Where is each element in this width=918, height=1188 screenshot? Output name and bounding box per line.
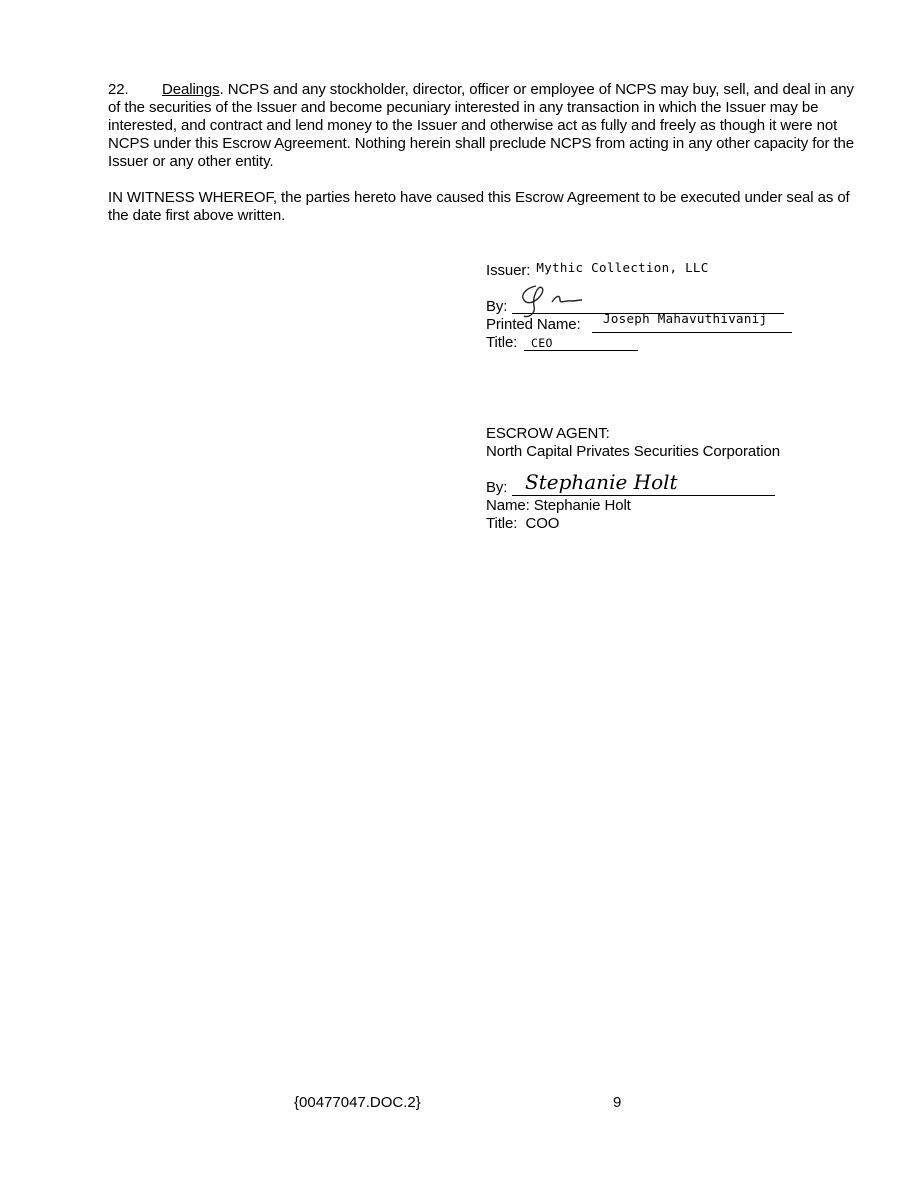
witness-paragraph: IN WITNESS WHEREOF, the parties hereto have caused this Escrow Agreement to be executed under seal as of the date first above written. <box>108 189 850 224</box>
printed-name-label: Printed Name: <box>486 316 581 333</box>
issuer-title-value: CEO <box>531 336 553 350</box>
issuer-label: Issuer: <box>486 262 531 279</box>
issuer-line <box>486 262 709 280</box>
section-number: 22. <box>108 81 129 98</box>
issuer-title-line <box>524 350 638 351</box>
footer-page-number: 9 <box>613 1094 622 1111</box>
escrow-name-line: Name: Stephanie Holt <box>486 497 631 514</box>
escrow-agent-heading: ESCROW AGENT: <box>486 425 610 442</box>
footer-doc-id: {00477047.DOC.2} <box>294 1094 421 1111</box>
escrow-agent-company: North Capital Privates Securities Corporation <box>486 443 780 460</box>
section-body: . NCPS and any stockholder, director, officer or employee of NCPS may buy, sell, and deal in any of the securities of the Issuer and become pecuniary interested in any transaction in which the Issuer may be interested, and contract and lend money to the Issuer and otherwise act as fully and freely as though it were not NCPS under this Escrow Agreement. Nothing herein shall preclude NCPS from acting in any other capacity for the Issuer or any other entity. <box>108 81 855 170</box>
printed-name-value: Joseph Mahavuthivanij <box>603 311 768 326</box>
escrow-by-label: By: <box>486 479 508 496</box>
escrow-signature: Stephanie Holt <box>525 470 678 494</box>
printed-name-line <box>592 332 792 333</box>
issuer-title-label: Title: <box>486 334 518 351</box>
escrow-title-line: Title: COO <box>486 515 560 532</box>
escrow-signature-line <box>512 495 775 496</box>
section-heading: Dealings <box>162 81 220 98</box>
issuer-value: Mythic Collection, LLC <box>536 260 709 275</box>
issuer-by-label: By: <box>486 298 508 315</box>
section-22-paragraph <box>108 81 868 171</box>
